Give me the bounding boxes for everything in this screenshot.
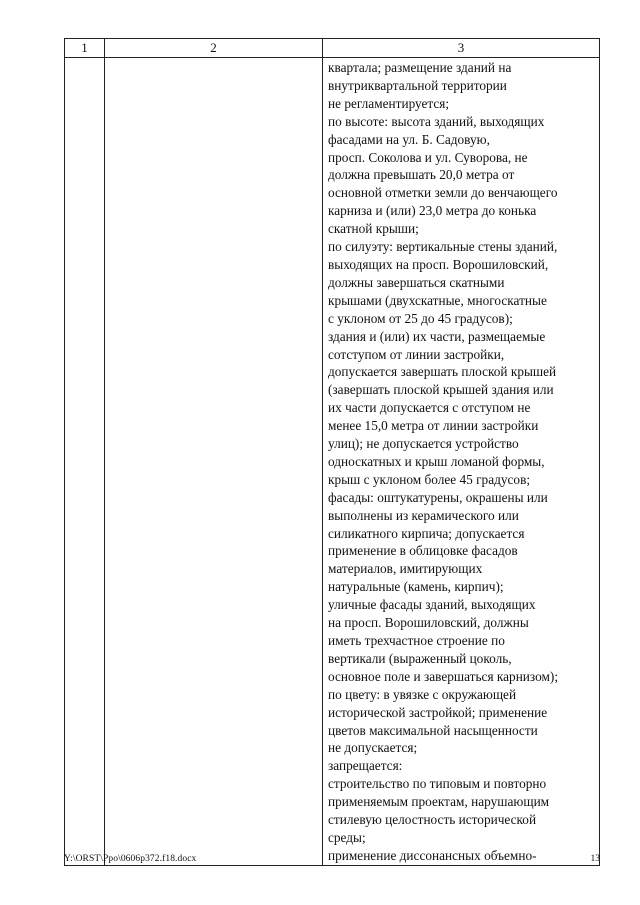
text-line: выходящих на просп. Ворошиловский, (328, 256, 549, 272)
text-line: строительство по типовым и повторно (328, 776, 547, 792)
text-line: стилевую целостность исторической (328, 812, 537, 828)
column-header-1: 1 (65, 39, 105, 58)
text-line: фасады: оштукатурены, окрашены или (328, 489, 548, 505)
text-line: по силуэту: вертикальные стены зданий, (328, 239, 558, 255)
text-line: крыш с уклоном более 45 градусов; (328, 471, 531, 487)
column-1-cell (65, 58, 105, 866)
column-2-cell (105, 58, 323, 866)
text-line: их части допускается с отступом не (328, 400, 531, 416)
text-line: карниза и (или) 23,0 метра до конька (328, 203, 537, 219)
text-line: применяемым проектам, нарушающим (328, 794, 550, 810)
text-line: выполнены из керамического или (328, 507, 519, 523)
text-line: по цвету: в увязке с окружающей (328, 686, 517, 702)
column-3-text (323, 58, 599, 865)
column-3-cell (323, 58, 600, 866)
text-line: натуральные (камень, кирпич); (328, 579, 504, 595)
column-header-3: 3 (323, 39, 600, 58)
table-header-row (65, 39, 600, 58)
text-line: среды; (328, 829, 366, 845)
text-line: с уклоном от 25 до 45 градусов); (328, 310, 513, 326)
text-line: цветов максимальной насыщенности (328, 722, 538, 738)
text-line: скатной крыши; (328, 221, 419, 237)
text-line: не регламентируется; (328, 95, 450, 111)
text-line: вертикали (выраженный цоколь, (328, 650, 512, 666)
text-line: квартала; размещение зданий на (328, 60, 512, 75)
text-line: уличные фасады зданий, выходящих (328, 597, 536, 613)
footer-page-number: 13 (590, 854, 600, 864)
column-1-text (65, 58, 104, 59)
text-line: сотступом от линии застройки, (328, 346, 505, 362)
column-header-2: 2 (105, 39, 323, 58)
text-line: фасадами на ул. Б. Садовую, (328, 131, 490, 147)
table-row (65, 58, 600, 866)
text-line: не допускается; (328, 740, 418, 756)
text-line: односкатных и крыш ломаной формы, (328, 453, 545, 469)
text-line: запрещается: (328, 758, 403, 774)
text-line: допускается завершать плоской крышей (328, 364, 557, 380)
text-line: применение в облицовке фасадов (328, 543, 518, 559)
text-line: иметь трехчастное строение по (328, 633, 505, 648)
text-line: внутриквартальной территории (328, 77, 507, 93)
regulation-table (64, 38, 600, 866)
text-line: исторической застройкой; применение (328, 704, 548, 720)
text-line: здания и (или) их части, размещаемые (328, 328, 546, 344)
text-line: должны завершаться скатными (328, 274, 505, 290)
text-line: улиц); не допускается устройство (328, 436, 519, 452)
text-line: просп. Соколова и ул. Суворова, не (328, 149, 528, 165)
text-line: основное поле и завершаться карнизом); (328, 668, 559, 684)
text-line: по высоте: высота зданий, выходящих (328, 113, 545, 129)
text-line: на просп. Ворошиловский, должны (328, 615, 529, 631)
text-line: крышами (двухскатные, многоскатные (328, 292, 547, 308)
text-line: материалов, имитирующих (328, 561, 483, 577)
text-line: применение диссонансных объемно- (328, 847, 537, 863)
text-line: менее 15,0 метра от линии застройки (328, 418, 539, 434)
text-line: силикатного кирпича; допускается (328, 525, 525, 541)
text-line: (завершать плоской крышей здания или (328, 382, 554, 398)
column-2-text (105, 58, 322, 59)
text-line: основной отметки земли до венчающего (328, 185, 558, 201)
text-line: должна превышать 20,0 метра от (328, 167, 515, 183)
footer-file-path: Y:\ORST\Ppo\0606p372.f18.docx (64, 854, 197, 864)
